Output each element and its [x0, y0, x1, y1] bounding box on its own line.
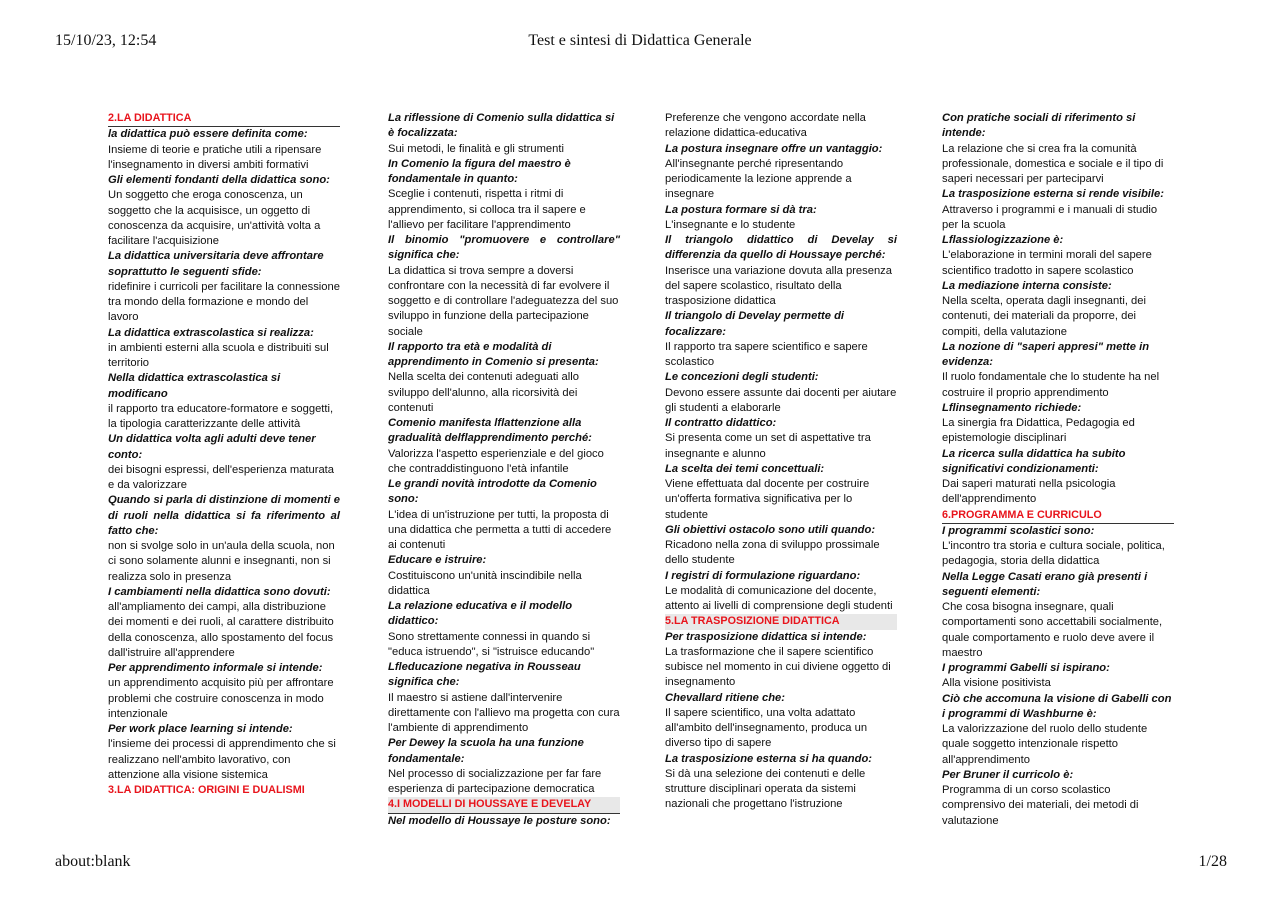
- answer-text: Viene effettuata dal docente per costruire un'offerta formativa significativa per lo studente: [665, 478, 870, 521]
- answer-text: dei bisogni espressi, dell'esperienza maturata e da valorizzare: [108, 463, 335, 491]
- answer-text: Inserisce una variazione dovuta alla presenza del sapere scolastico, risultato della trasposizione didattica: [665, 264, 892, 307]
- answer-text: Valorizza l'aspetto esperienziale e del gioco che contraddistinguono l'età infantile: [388, 447, 604, 475]
- question-text: Le grandi novità introdotte da Comenio sono:: [388, 478, 597, 506]
- question-text: Gli elementi fondanti della didattica sono:: [108, 174, 330, 186]
- text-column-3: [665, 111, 897, 813]
- answer-text: L'idea di un'istruzione per tutti, la proposta di una didattica che permetta a tutti di accedere ai contenuti: [388, 508, 612, 551]
- question-text: La nozione di "saperi appresi" mette in evidenza:: [942, 340, 1150, 368]
- answer-text: La relazione che si crea fra la comunità professionale, domestica e sociale e il tipo di saperi necessari per parteciparvi: [942, 142, 1164, 185]
- answer-text: Nella scelta, operata dagli insegnanti, dei contenuti, dei materiali da proporre, dei compiti, della valutazione: [942, 295, 1146, 338]
- answer-text: Sceglie i contenuti, rispetta i ritmi di apprendimento, si colloca tra il sapere e l'allievo per facilitare l'apprendimento: [388, 188, 586, 231]
- answer-text: La valorizzazione del ruolo dello studente quale soggetto intenzionale rispetto all'apprendimento: [942, 723, 1148, 766]
- answer-text: L'elaborazione in termini morali del sapere scientifico tradotto in sapere scolastico: [942, 249, 1152, 277]
- answer-text: Attraverso i programmi e i manuali di studio per la scuola: [942, 203, 1158, 231]
- question-text: La trasposizione esterna si rende visibile:: [942, 188, 1164, 201]
- answer-text: Si dà una selezione dei contenuti e delle strutture disciplinari operata da sistemi nazionali che progettano l'istruzione: [665, 767, 866, 811]
- question-text: I programmi Gabelli si ispirano:: [942, 662, 1110, 674]
- answer-text: ridefinire i curricoli per facilitare la connessione tra mondo della formazione e mondo del lavoro: [108, 280, 340, 324]
- question-text: In Comenio la figura del maestro è fondamentale in quanto:: [388, 157, 571, 185]
- answer-text: Il rapporto tra sapere scientifico e sapere scolastico: [665, 340, 868, 368]
- question-text: Il triangolo didattico di Develay si differenzia da quello di Houssaye perché:: [665, 234, 897, 262]
- answer-text: All'insegnante perché ripresentando periodicamente la lezione apprende a insegnare: [665, 157, 852, 201]
- question-text: La mediazione interna consiste:: [942, 279, 1112, 292]
- question-text: Educare e istruire:: [388, 554, 487, 567]
- text-column-4: [942, 111, 1174, 829]
- question-text: Nella Legge Casati erano già presenti i seguenti elementi:: [942, 570, 1148, 598]
- page-footer-url: about:blank: [55, 853, 131, 870]
- question-text: Quando si parla di distinzione di momenti e di ruoli nella didattica si fa riferimento al fatto che:: [108, 494, 340, 537]
- answer-text: Alla visione positivista: [942, 677, 1051, 690]
- page-footer-page-number: 1/28: [1198, 853, 1227, 870]
- answer-text: La didattica si trova sempre a doversi confrontare con la necessità di far evolvere il soggetto e di controllare l'adeguatezza del suo sviluppo in funzione della partecipazione sociale: [388, 264, 619, 338]
- question-text: I registri di formulazione riguardano:: [665, 569, 861, 582]
- answer-text: Il ruolo fondamentale che lo studente ha nel costruire il proprio apprendimento: [942, 371, 1160, 399]
- question-text: I programmi scolastici sono:: [942, 524, 1095, 537]
- answer-text: Sono strettamente connessi in quando si "educa istruendo", si "istruisce educando": [388, 630, 595, 658]
- question-text: Il binomio "promuovere e controllare" significa che:: [388, 234, 620, 262]
- question-text: La relazione educativa e il modello didattico:: [388, 600, 573, 628]
- answer-text: Preferenze che vengono accordate nella relazione didattica-educativa: [665, 112, 866, 140]
- answer-text: non si svolge solo in un'aula della scuola, non ci sono solamente alunni e insegnanti, non si realizza solo in presenza: [108, 540, 335, 583]
- question-text: Il contratto didattico:: [665, 417, 777, 429]
- answer-text: Le modalità di comunicazione del docente, attento ai livelli di comprensione degli studenti: [665, 584, 893, 612]
- answer-text: L'incontro tra storia e cultura sociale, politica, pedagogia, storia della didattica: [942, 540, 1165, 568]
- question-text: Con pratiche sociali di riferimento si intende:: [942, 112, 1136, 140]
- question-text: La didattica universitaria deve affrontare soprattutto le seguenti sfide:: [108, 250, 324, 278]
- question-text: Per trasposizione didattica si intende:: [665, 630, 867, 643]
- answer-text: Devono essere assunte dai docenti per aiutare gli studenti a elaborarle: [665, 386, 897, 414]
- answer-text: in ambienti esterni alla scuola e distribuiti sul territorio: [108, 341, 329, 369]
- question-text: Per Dewey la scuola ha una funzione fondamentale:: [388, 737, 584, 765]
- answer-text: La sinergia fra Didattica, Pedagogia ed epistemologie disciplinari: [942, 417, 1135, 445]
- answer-text: Che cosa bisogna insegnare, quali comportamenti sono accettabili socialmente, quale comportamento e ruolo deve avere il maestro: [942, 601, 1163, 659]
- section-heading: 5.LA TRASPOSIZIONE DIDATTICA: [665, 614, 897, 629]
- answer-text: Sui metodi, le finalità e gli strumenti: [388, 142, 564, 155]
- question-text: La trasposizione esterna si ha quando:: [665, 752, 873, 765]
- section-heading: 2.LA DIDATTICA: [108, 111, 340, 127]
- question-text: La riflessione di Comenio sulla didattica si è focalizzata:: [388, 112, 615, 140]
- answer-text: Ricadono nella zona di sviluppo prossimale dello studente: [665, 539, 880, 567]
- question-text: La postura insegnare offre un vantaggio:: [665, 142, 883, 155]
- question-text: Per Bruner il curricolo è:: [942, 768, 1074, 781]
- answer-text: il rapporto tra educatore-formatore e soggetti, la tipologia caratterizzante delle attività: [108, 402, 334, 430]
- question-text: Un didattica volta agli adulti deve tener conto:: [108, 433, 316, 461]
- answer-text: l'insieme dei processi di apprendimento che si realizzano nell'ambito lavorativo, con attenzione alla visione sistemica: [108, 738, 336, 781]
- text-column-1: [108, 111, 340, 798]
- question-text: La postura formare si dà tra:: [665, 203, 817, 216]
- page-header-datetime: 15/10/23, 12:54: [55, 32, 157, 49]
- section-heading: 3.LA DIDATTICA: ORIGINI E DUALISMI: [108, 784, 305, 796]
- question-text: la didattica può essere definita come:: [108, 128, 308, 141]
- answer-text: all'ampliamento dei campi, alla distribuzione dei momenti e dei ruoli, al carattere distribuito della conoscenza, allo spostamento del focus dall'istruire all'apprendere: [108, 601, 334, 659]
- answer-text: Costituiscono un'unità inscindibile nella didattica: [388, 569, 582, 597]
- question-text: Ciò che accomuna la visione di Gabelli con i programmi di Washburne è:: [942, 692, 1172, 720]
- question-text: Gli obiettivi ostacolo sono utili quando:: [665, 523, 876, 536]
- answer-text: Il maestro si astiene dall'intervenire direttamente con l'allievo ma progetta con cura l'ambiente di apprendimento: [388, 691, 620, 734]
- answer-text: Il sapere scientifico, una volta adattato all'ambito dell'insegnamento, produca un diverso tipo di sapere: [665, 706, 868, 750]
- question-text: Per work place learning si intende:: [108, 723, 293, 735]
- section-heading: 6.PROGRAMMA E CURRICULO: [942, 508, 1174, 524]
- answer-text: Nella scelta dei contenuti adeguati allo sviluppo dell'alunno, alla ricorsività dei contenuti: [388, 371, 579, 414]
- answer-text: Nel processo di socializzazione per far fare esperienza di partecipazione democratica: [388, 767, 602, 795]
- answer-text: Dai saperi maturati nella psicologia dell'apprendimento: [942, 478, 1116, 506]
- question-text: Nel modello di Houssaye le posture sono:: [388, 814, 611, 827]
- answer-text: un apprendimento acquisito più per affrontare problemi che costruire conoscenza in modo intenzionale: [108, 677, 334, 720]
- question-text: La didattica extrascolastica si realizza:: [108, 326, 314, 339]
- answer-text: L'insegnante e lo studente: [665, 218, 796, 231]
- answer-text: Un soggetto che eroga conoscenza, un soggetto che la acquisisce, un oggetto di conoscenza da acquisire, un'attività volta a facilitare l'acquisizione: [108, 189, 321, 247]
- section-heading: 4.I MODELLI DI HOUSSAYE E DEVELAY: [388, 797, 620, 813]
- question-text: Lflinsegnamento richiede:: [942, 401, 1082, 414]
- question-text: I cambiamenti nella didattica sono dovuti:: [108, 585, 331, 598]
- answer-text: La trasformazione che il sapere scientifico subisce nel momento in cui diviene oggetto di insegnamento: [665, 645, 891, 689]
- question-text: Nella didattica extrascolastica si modificano: [108, 372, 281, 400]
- text-column-2: [388, 111, 620, 829]
- question-text: Per apprendimento informale si intende:: [108, 662, 323, 674]
- question-text: Lfleducazione negativa in Rousseau significa che:: [388, 661, 581, 689]
- page-header-title: Test e sintesi di Didattica Generale: [528, 32, 752, 49]
- answer-text: Insieme di teorie e pratiche utili a ripensare l'insegnamento in diversi ambiti formativi: [108, 143, 322, 171]
- question-text: Il rapporto tra età e modalità di apprendimento in Comenio si presenta:: [388, 340, 599, 368]
- answer-text: Programma di un corso scolastico comprensivo dei materiali, dei metodi di valutazione: [942, 784, 1139, 827]
- question-text: Il triangolo di Develay permette di focalizzare:: [665, 310, 845, 338]
- question-text: Chevallard ritiene che:: [665, 691, 785, 704]
- question-text: La ricerca sulla didattica ha subito significativi condizionamenti:: [942, 447, 1126, 475]
- question-text: La scelta dei temi concettuali:: [665, 462, 825, 475]
- question-text: Le concezioni degli studenti:: [665, 371, 819, 384]
- answer-text: Si presenta come un set di aspettative tra insegnante e alunno: [665, 432, 871, 460]
- question-text: Lflassiologizzazione è:: [942, 234, 1064, 246]
- question-text: Comenio manifesta lflattenzione alla gradualità delflapprendimento perché:: [388, 417, 592, 445]
